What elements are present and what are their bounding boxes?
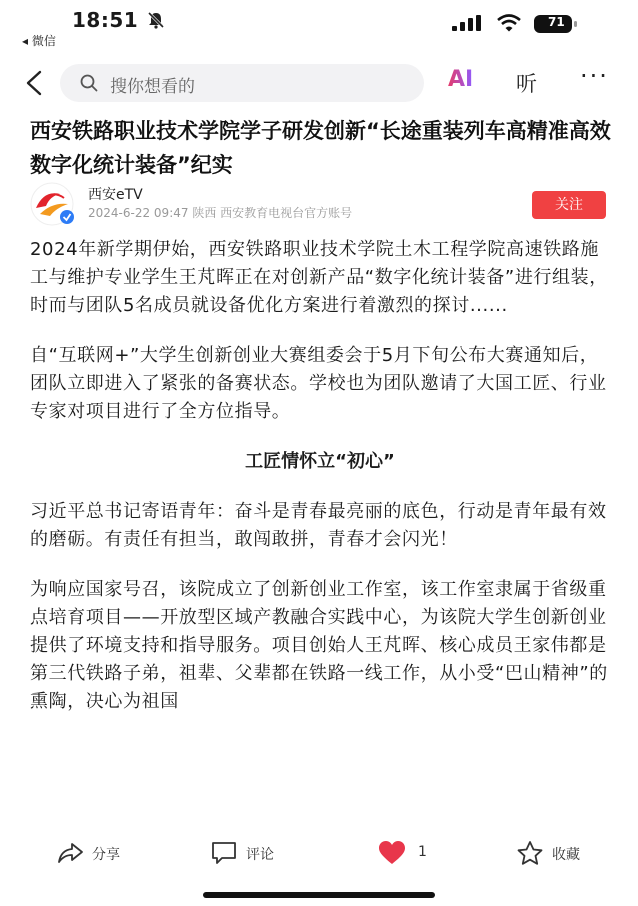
more-icon[interactable]: ···	[580, 62, 609, 90]
bell-muted-icon	[146, 11, 166, 29]
article-paragraph: 自“互联网+”大学生创新创业大赛组委会于5月下旬公布大赛通知后，团队立即进入了紧张的备赛状态。学校也为团队邀请了大国工匠、行业专家对项目进行了全方位指导。	[30, 345, 607, 422]
search-input[interactable]	[60, 64, 424, 102]
signal-icon	[452, 15, 484, 31]
search-icon	[80, 74, 98, 92]
favorite-label: 收藏	[552, 847, 580, 863]
author-row	[30, 182, 620, 226]
back-arrow-icon[interactable]	[22, 69, 46, 97]
like-count: 1	[418, 844, 427, 860]
wifi-icon	[497, 14, 521, 32]
status-time: 18:51	[72, 8, 139, 32]
comment-button[interactable]	[210, 840, 300, 866]
search-placeholder: 搜你想看的	[110, 77, 195, 97]
follow-button[interactable]: 关注	[532, 191, 606, 219]
article-title: 西安铁路职业技术学院学子研发创新“长途重装列车高精准高效数字化统计装备”纪实	[30, 119, 611, 177]
author-name[interactable]: 西安eTV	[88, 187, 143, 203]
share-label: 分享	[92, 847, 120, 863]
home-indicator[interactable]	[203, 892, 435, 898]
share-button[interactable]	[56, 840, 146, 866]
share-icon	[56, 840, 84, 866]
favorite-button[interactable]	[516, 840, 606, 866]
battery-level: 71	[548, 15, 565, 29]
bottom-action-bar	[0, 826, 638, 906]
article-paragraph: 2024年新学期伊始，西安铁路职业技术学院土木工程学院高速铁路施工与维护专业学生王芃晖正在对创新产品“数字化统计装备”进行组装，时而与团队5名成员就设备优化方案进行着激烈的探讨......	[30, 239, 608, 316]
top-nav	[0, 58, 638, 108]
heart-icon	[378, 840, 406, 866]
like-button[interactable]	[378, 840, 448, 866]
status-bar	[0, 0, 638, 50]
article-body	[30, 236, 610, 738]
back-to-app-link[interactable]: ◂ 微信	[22, 34, 56, 48]
section-heading: 工匠情怀立“初心”	[245, 451, 395, 472]
listen-button[interactable]: 听	[516, 72, 537, 96]
comment-label: 评论	[246, 847, 274, 863]
star-icon	[516, 840, 544, 866]
ai-icon[interactable]: AI	[448, 67, 474, 92]
avatar[interactable]	[30, 182, 76, 226]
article-paragraph: 习近平总书记寄语青年：奋斗是青春最亮丽的底色，行动是青年最有效的磨砺。有责任有担当，敢闯敢拼，青春才会闪光！	[30, 501, 607, 550]
article-paragraph: 为响应国家号召，该院成立了创新创业工作室，该工作室隶属于省级重点培育项目——开放型区域产教融合实践中心，为该院大学生创新创业提供了环境支持和指导服务。项目创始人王芃晖、核心成员王家伟都是第三代铁路子弟，祖辈、父辈都在铁路一线工作，从小受“巴山精神”的熏陶，决心为祖国	[30, 579, 608, 712]
comment-icon	[210, 840, 238, 866]
author-meta: 2024-6-22 09:47 陕西 西安教育电视台官方账号	[88, 206, 353, 220]
